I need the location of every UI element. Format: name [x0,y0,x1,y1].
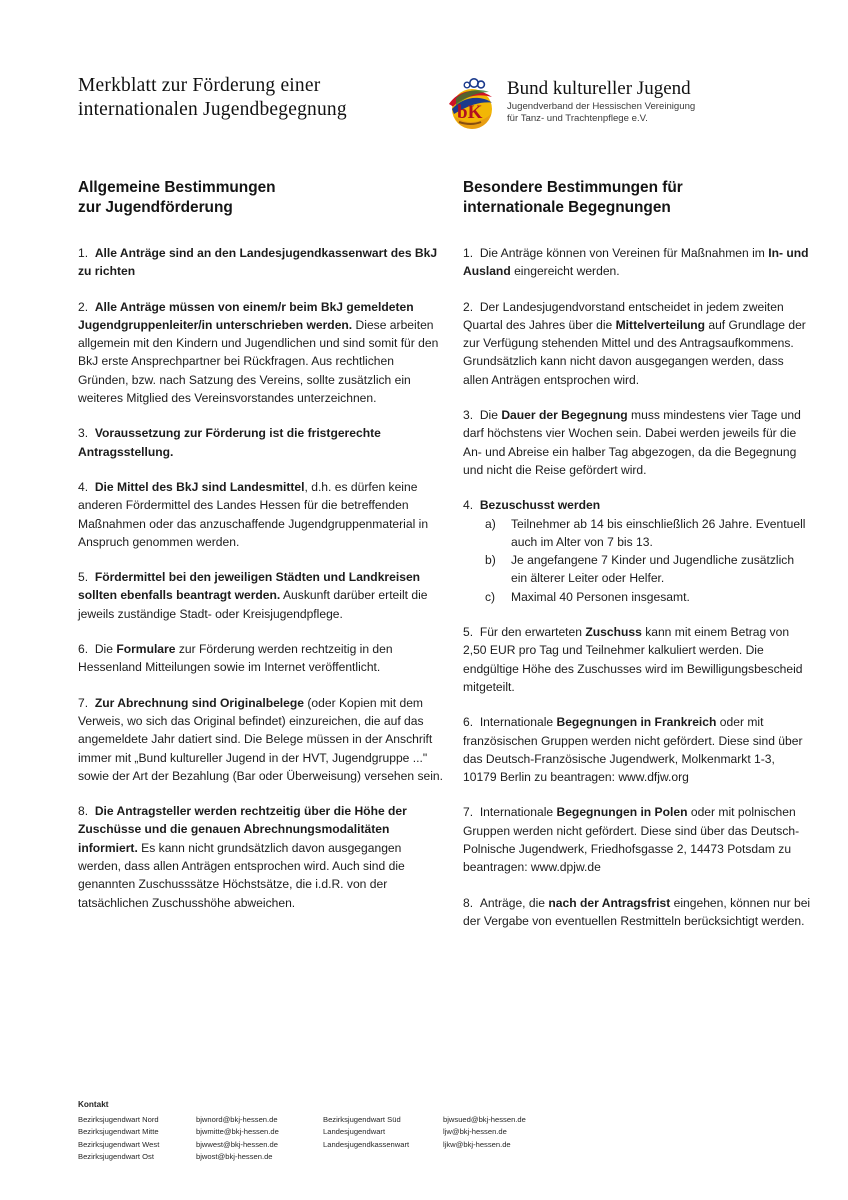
brand-subtitle-line-2: für Tanz- und Trachtenpflege e.V. [507,113,648,125]
footer-contact [78,1099,778,1164]
brand-name: Bund kultureller Jugend [507,78,691,99]
brand-block [443,74,695,132]
page-title-line-1: Merkblatt zur Förderung einer [78,75,321,96]
list-item-emphasis: Mittelverteilung [615,317,705,332]
list-item-lead-text: Die [94,642,117,657]
list-item-lead-text: Für den erwarteten [479,625,586,640]
list-item-body-text: oder mit polnischen Gruppen werden nicht gefördert. Diese sind über das Deutsch-Polnische Jugendwerk, Friedhofsgasse 2, 14473 Potsdam zu beantragen: www.dpjw.de [463,805,800,875]
list-item-emphasis: Bezuschusst werden [479,498,601,513]
list-item-number: 7. [463,805,480,820]
right-column-items [463,244,811,930]
footer-role: Bezirksjugendwart West [78,1139,160,1149]
list-item-number: 4. [463,498,480,513]
footer-email[interactable]: bjwsued@bkj-hessen.de [443,1114,526,1124]
page-title-line-2: internationalen Jugendbegegnung [78,98,347,120]
list-item-lead-text: Internationale [479,805,557,820]
list-item [78,568,446,623]
list-item [78,298,446,408]
list-item [78,640,446,677]
list-item [463,894,811,931]
list-item-number: 8. [78,804,95,819]
list-item-body-text: , d.h. es dürfen keine anderen Fördermittel des Landes Hessen für die betreffenden Maßnahmen oder das anzuschaffende Jugendgruppenmaterial in Anspruch genommen werden. [78,479,429,549]
list-item-number: 3. [78,426,95,441]
footer-email[interactable]: bjwost@bkj-hessen.de [196,1152,273,1162]
list-item-body-text: Es kann nicht grundsätzlich davon ausgegangen werden, dass allen Anträgen entsprochen wird. Auch sind die genannten Zuschusssätze Höchstsätze, die i.d.R. von der tatsächlichen Zuschusshöhe abweichen. [78,840,405,910]
right-heading-line-1: Besondere Bestimmungen für [463,179,683,196]
brand-subtitle [507,101,695,126]
left-column [78,178,446,929]
list-item-emphasis: Voraussetzung zur Förderung ist die fristgerechte Antragsstellung. [78,426,381,459]
list-item [78,802,446,912]
list-item-body-text: Diese arbeiten allgemein mit den Kindern und Jugendlichen und sind somit für den BkJ erste Ansprechpartner bei Rückfragen. Aus rechtlichen Gründen, bzw. nach Satzung des Vereins, sollte zusätzlich ein weiteres Mitglied des Vereinsvorstandes unterzeichnen. [78,317,439,406]
list-item-body-text: muss mindestens vier Tage und darf höchstens vier Wochen sein. Dabei werden jeweils für die An- und Abreise ein halber Tag abgezogen, da die Begegnung und nicht die Reise gefördert wird. [463,408,801,477]
sublist-item [485,588,811,606]
list-item-number: 2. [78,299,95,314]
list-item-body-text: Auskunft darüber erteilt die jeweils zuständige Stadt- oder Kreisjugendpflege. [78,588,428,621]
left-column-items [78,244,446,912]
document-header [78,74,778,136]
list-item-emphasis: Fördermittel bei den jeweiligen Städten und Landkreisen sollten ebenfalls beantragt werden. [78,570,421,603]
list-item [78,478,446,551]
footer-role: Bezirksjugendwart Nord [78,1114,159,1124]
sublist-item-text: Je angefangene 7 Kinder und Jugendliche zusätzlich ein älterer Leiter oder Helfer. [511,553,795,586]
list-item-emphasis: nach der Antragsfrist [548,895,671,910]
footer-role: Landesjugendwart [323,1127,386,1137]
list-item-emphasis: Alle Anträge müssen von einem/r beim BkJ gemeldeten Jugendgruppenleiter/in unterschrieben werden. [78,299,414,332]
footer-email[interactable]: ljkw@bkj-hessen.de [443,1139,511,1149]
footer-email[interactable]: bjwmitte@bkj-hessen.de [196,1127,279,1137]
list-item [463,713,811,786]
list-item [78,424,446,461]
footer-role: Bezirksjugendwart Mitte [78,1127,159,1137]
right-column-heading [463,178,811,218]
list-item-body-text: eingehen, können nur bei der Vergabe von eventuellen Restmitteln berücksichtigt werden. [463,895,811,928]
list-item-body-text: auf Grundlage der zur Verfügung stehenden Mittel und des Antragsaufkommens. Grundsätzlich kann nicht davon ausgegangen werden, dass allen Anträgen entsprochen wird. [463,317,806,387]
footer-title: Kontakt [78,1100,109,1109]
list-item-number: 4. [78,479,95,494]
right-column [463,178,811,947]
right-heading-line-2: internationale Begegnungen [463,199,671,216]
sublist-item-text: Teilnehmer ab 14 bis einschließlich 26 Jahre. Eventuell auch im Alter von 7 bis 13. [511,516,806,549]
footer-role: Landesjugendkassenwart [323,1139,410,1149]
list-item-emphasis: Zuschuss [585,625,642,640]
list-item-number: 3. [463,408,480,423]
left-heading-line-2: zur Jugendförderung [78,199,233,216]
list-item-number: 2. [463,299,480,314]
list-item-emphasis: Die Antragsteller werden rechtzeitig über die Höhe der Zuschüsse und die genauen Abrechnungsmodalitäten informiert. [78,804,407,855]
list-item [463,803,811,876]
list-item-emphasis: Dauer der Begegnung [501,408,628,423]
list-item-lead-text: Anträge, die [479,895,549,910]
list-item-number: 7. [78,695,95,710]
list-item-number: 1. [463,246,480,260]
list-item [463,623,811,696]
list-item-body-text: kann mit einem Betrag von 2,50 EUR pro Tag und Teilnehmer kalkuliert werden. Die endgültige Höhe des Zuschusses wird im Bewilligungsbescheid mitgeteilt. [463,625,803,694]
sublist-item [485,515,811,552]
list-item-number: 5. [463,625,480,640]
list-item-number: 1. [78,246,95,260]
list-item [78,694,446,785]
sublist-item-marker: c) [485,589,496,604]
list-item-emphasis: Begegnungen in Polen [556,805,688,820]
page-title [78,74,438,121]
list-item-lead-text: Internationale [479,715,557,730]
list-item-sublist [463,515,811,606]
list-item-body-text: eingereicht werden. [510,264,620,279]
list-item [78,244,446,281]
footer-role [323,1151,443,1164]
svg-text:bK: bK [457,102,483,123]
sublist-item [485,551,811,588]
list-item-emphasis: Zur Abrechnung sind Originalbelege [94,695,305,710]
sublist-item-marker: b) [485,553,496,568]
list-item-emphasis: Formulare [116,642,176,657]
list-item-number: 6. [78,642,95,657]
list-item-lead-text: Die [479,408,502,423]
list-item [463,244,811,281]
list-item-emphasis: Alle Anträge sind an den Landesjugendkassenwart des BkJ zu richten [78,246,438,279]
list-item-number: 6. [463,715,480,730]
list-item-number: 8. [463,895,480,910]
list-item-emphasis: Begegnungen in Frankreich [556,715,717,730]
footer-email [443,1151,623,1164]
list-item-lead-text: Die Anträge können von Vereinen für Maßnahmen im [479,246,769,260]
list-item [463,298,811,389]
footer-email[interactable]: bjwnord@bkj-hessen.de [196,1114,278,1124]
sublist-item-marker: a) [485,516,496,531]
left-heading-line-1: Allgemeine Bestimmungen [78,179,276,196]
list-item [463,496,811,606]
footer-email[interactable]: ljw@bkj-hessen.de [443,1127,507,1137]
list-item-emphasis: In- und Ausland [463,246,809,279]
list-item-body-text: zur Förderung werden rechtzeitig in den Hessenland Mitteilungen sowie im Internet veröffentlicht. [78,642,393,675]
sublist-item-text: Maximal 40 Personen insgesamt. [511,589,690,604]
bkj-logo-icon [443,76,499,132]
footer-contact-grid [78,1114,778,1164]
list-item-body-text: (oder Kopien mit dem Verweis, wo sich das Original befindet) einzureichen, die auf das angemeldete Jahr datiert sind. Die Belege müssen in der Anschrift immer mit „Bund kultureller Jugend in der HVT, Jugendgruppe ..." sowie der Art der Bezahlung (Bar oder Überweisung) versehen sein. [78,695,444,783]
list-item-number: 5. [78,570,95,585]
list-item-lead-text: Der Landesjugendvorstand entscheidet in jedem zweiten Quartal des Jahres über die [463,299,784,332]
footer-role: Bezirksjugendwart Süd [323,1114,401,1124]
brand-text [507,74,695,126]
list-item [463,406,811,479]
list-item-emphasis: Die Mittel des BkJ sind Landesmittel [94,479,305,494]
brand-subtitle-line-1: Jugendverband der Hessischen Vereinigung [507,101,696,112]
list-item-body-text: oder mit französischen Gruppen werden nicht gefördert. Diese sind über das Deutsch-Französische Jugendwerk, Molkenmarkt 1-3, 10179 Berlin zu beantragen: www.dfjw.org [463,715,803,785]
left-column-heading [78,178,446,218]
footer-role: Bezirksjugendwart Ost [78,1152,154,1162]
footer-email[interactable]: bjwwest@bkj-hessen.de [196,1139,278,1149]
